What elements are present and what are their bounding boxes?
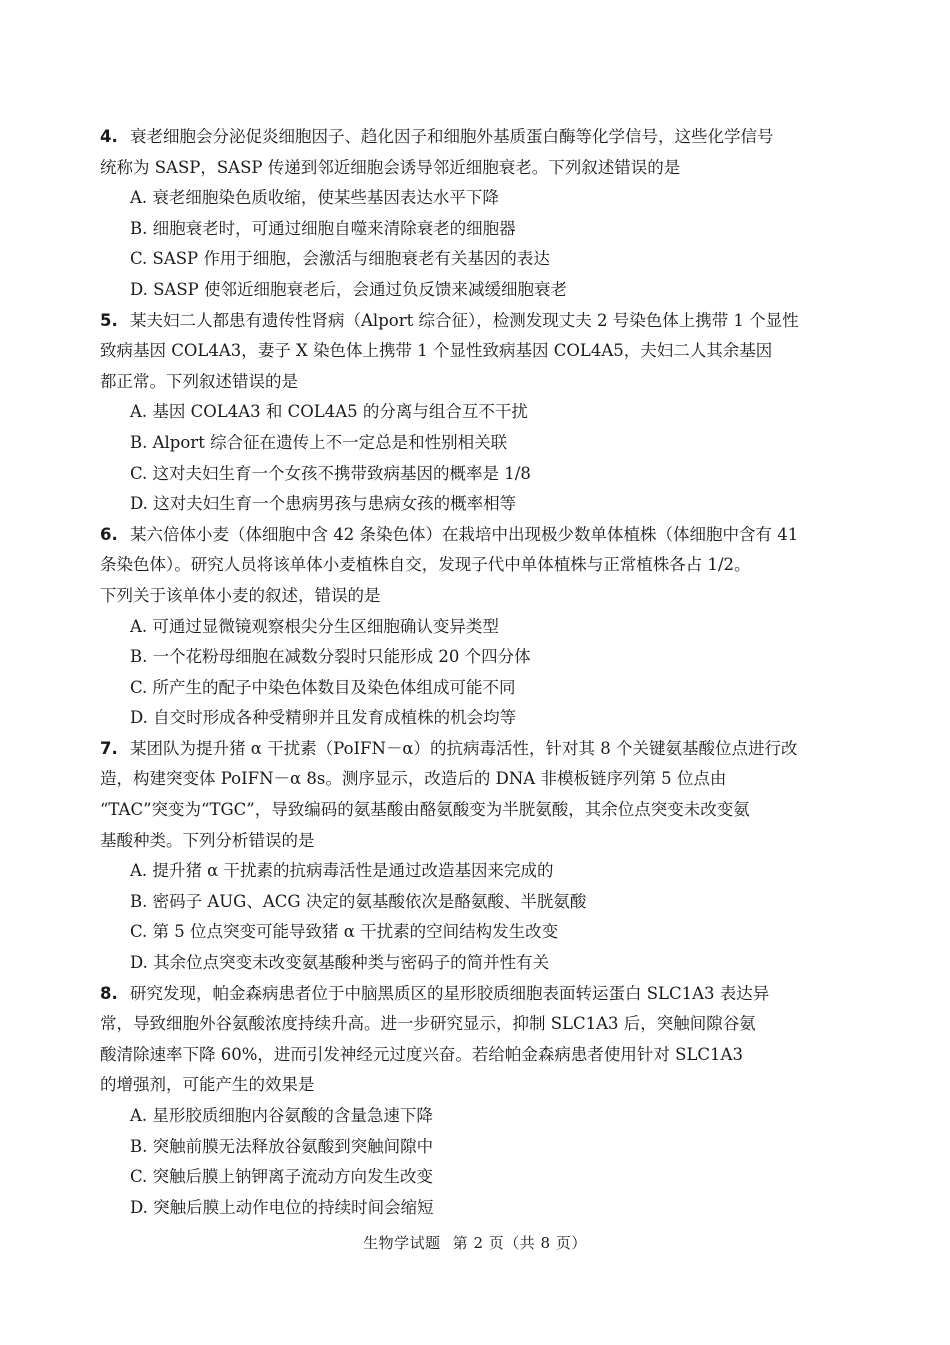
option-c: C. 这对夫妇生育一个女孩不携带致病基因的概率是 1/8 <box>130 463 531 483</box>
option-b: B. 细胞衰老时，可通过细胞自噬来清除衰老的细胞器 <box>130 218 516 238</box>
question-stem-line: 造，构建突变体 PoIFN－α 8s。测序显示，改造后的 DNA 非模板链序列第 5 位点由 <box>100 769 727 789</box>
option-a: A. 可通过显微镜观察根尖分生区细胞确认变异类型 <box>130 616 499 636</box>
option-d: D. 其余位点突变未改变氨基酸种类与密码子的简并性有关 <box>130 953 550 973</box>
option-a: A. 基因 COL4A3 和 COL4A5 的分离与组合互不干扰 <box>130 402 528 422</box>
option-a: A. 星形胶质细胞内谷氨酸的含量急速下降 <box>130 1106 433 1125</box>
question-stem-line: 酸清除速率下降 60%，进而引发神经元过度兴奋。若给帕金森病患者使用针对 SLC1A3 <box>100 1044 743 1064</box>
question-stem-line: 常，导致细胞外谷氨酸浓度持续升高。进一步研究显示，抑制 SLC1A3 后，突触间隙谷氨 <box>100 1014 756 1034</box>
option-d: D. 自交时形成各种受精卵并且发育成植株的机会均等 <box>130 708 517 728</box>
option-a: A. 提升猪 α 干扰素的抗病毒活性是通过改造基因来完成的 <box>130 861 554 881</box>
question-5 <box>100 306 840 520</box>
question-8 <box>100 979 840 1224</box>
option-b: B. 突触前膜无法释放谷氨酸到突触间隙中 <box>130 1136 434 1156</box>
option-d: D. 这对夫妇生育一个患病男孩与患病女孩的概率相等 <box>130 494 517 514</box>
option-c: C. 所产生的配子中染色体数目及染色体组成可能不同 <box>130 677 516 697</box>
option-c: C. 突触后膜上钠钾离子流动方向发生改变 <box>130 1167 434 1187</box>
question-6 <box>100 520 840 734</box>
question-stem-line: 都正常。下列叙述错误的是 <box>100 371 298 391</box>
question-stem-line: 4. 衰老细胞会分泌促炎细胞因子、趋化因子和细胞外基质蛋白酶等化学信号，这些化学信号 <box>100 122 840 153</box>
question-stem-line: 5. 某夫妇二人都患有遗传性肾病（Alport 综合征），检测发现丈夫 2 号染色体上携带 1 个显性 <box>100 306 840 337</box>
question-number: 4. <box>100 127 118 146</box>
question-number: 6. <box>100 524 118 544</box>
footer-subject: 生物学试题 <box>363 1234 441 1252</box>
question-4 <box>100 122 840 306</box>
option-b: B. 密码子 AUG、ACG 决定的氨基酸依次是酪氨酸、半胱氨酸 <box>130 891 587 911</box>
question-stem-line: 基酸种类。下列分析错误的是 <box>100 830 315 850</box>
question-stem-line: 6. 某六倍体小麦（体细胞中含 42 条染色体）在栽培中出现极少数单体植株（体细胞中含有 41 <box>100 520 840 551</box>
page-footer <box>0 1232 950 1253</box>
question-stem-line: 致病基因 COL4A3，妻子 X 染色体上携带 1 个显性致病基因 COL4A5，夫妇二人其余基因 <box>100 341 773 361</box>
question-number: 5. <box>100 310 118 330</box>
option-c: C. SASP 作用于细胞，会激活与细胞衰老有关基因的表达 <box>130 249 550 269</box>
question-stem-line: 8. 研究发现，帕金森病患者位于中脑黑质区的星形胶质细胞表面转运蛋白 SLC1A3 表达异 <box>100 979 840 1010</box>
question-number: 8. <box>100 983 118 1003</box>
question-7 <box>100 734 840 979</box>
footer-page-number: 第 2 页（共 8 页） <box>452 1234 587 1252</box>
question-stem-line: 的增强剂，可能产生的效果是 <box>100 1075 315 1095</box>
option-b: B. Alport 综合征在遗传上不一定总是和性别相关联 <box>130 432 508 452</box>
option-c: C. 第 5 位点突变可能导致猪 α 干扰素的空间结构发生改变 <box>130 922 559 942</box>
option-b: B. 一个花粉母细胞在减数分裂时只能形成 20 个四分体 <box>130 647 531 667</box>
question-number: 7. <box>100 738 118 758</box>
option-a: A. 衰老细胞染色质收缩，使某些基因表达水平下降 <box>130 188 499 208</box>
question-stem-line: 下列关于该单体小麦的叙述，错误的是 <box>100 585 381 605</box>
question-stem-line: “TAC”突变为“TGC”，导致编码的氨基酸由酪氨酸变为半胱氨酸，其余位点突变未改变氨 <box>100 800 750 820</box>
option-d: D. 突触后膜上动作电位的持续时间会缩短 <box>130 1197 434 1217</box>
question-stem-line: 统称为 SASP，SASP 传递到邻近细胞会诱导邻近细胞衰老。下列叙述错误的是 <box>100 157 681 177</box>
question-stem-line: 条染色体）。研究人员将该单体小麦植株自交，发现子代中单体植株与正常植株各占 1/2。 <box>100 555 751 575</box>
question-stem-line: 7. 某团队为提升猪 α 干扰素（PoIFN－α）的抗病毒活性，针对其 8 个关键氨基酸位点进行改 <box>100 734 840 765</box>
option-d: D. SASP 使邻近细胞衰老后，会通过负反馈来减缓细胞衰老 <box>130 279 568 299</box>
